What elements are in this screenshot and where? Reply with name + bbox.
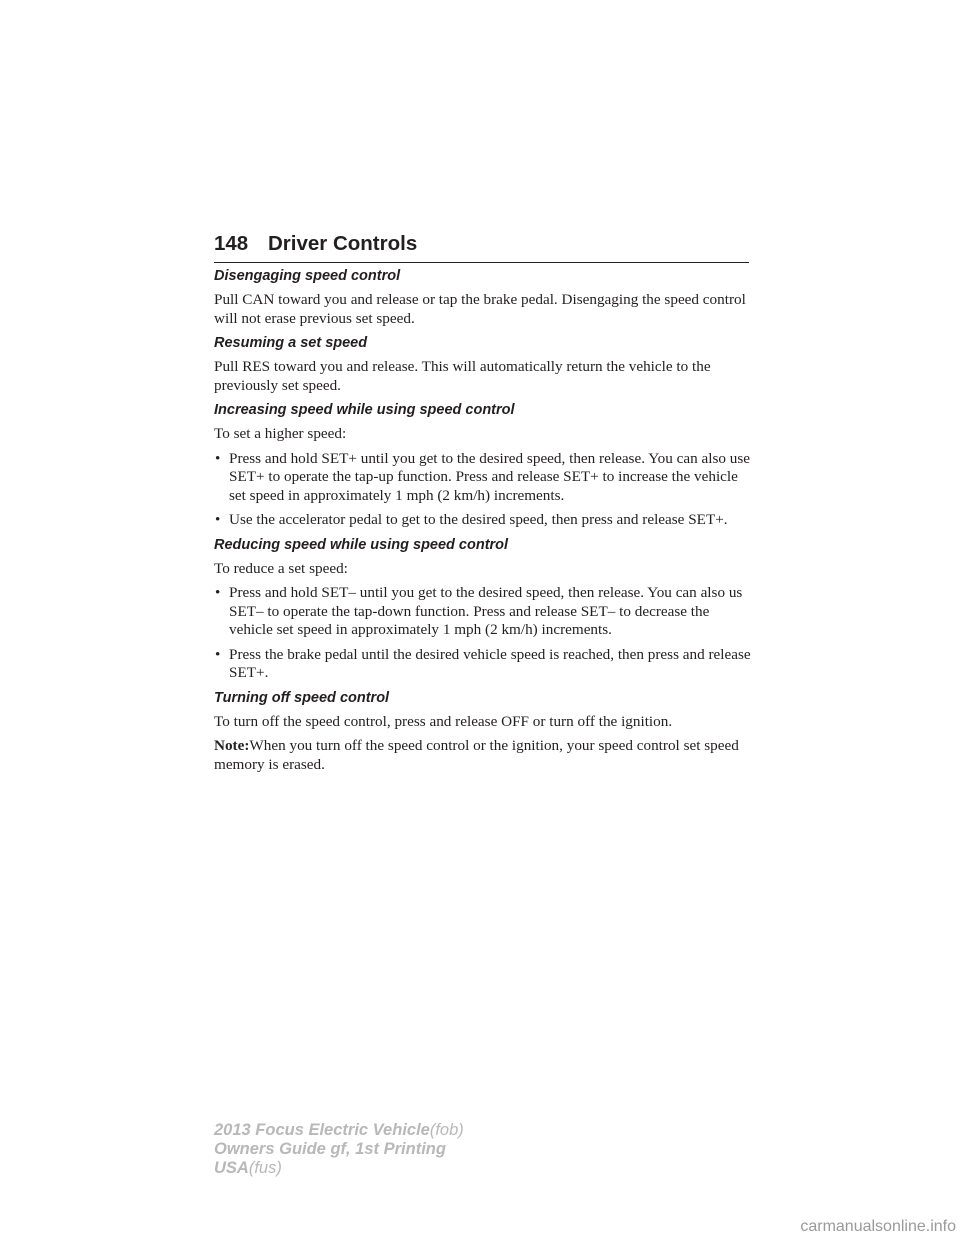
list-item: • Press and hold SET+ until you get to the desired speed, then release. You can also use SET+ to operate the tap-up function. Press and release SET+ to increase the vehicle set speed in approximately 1 mph (2 km/h) increments. (215, 449, 751, 504)
footer-line-1: 2013 Focus Electric Vehicle(fob) (214, 1121, 464, 1139)
note-paragraph (214, 737, 753, 774)
list-item: • Press the brake pedal until the desired vehicle speed is reached, then press and release SET+. (215, 645, 751, 681)
paragraph-resuming: Pull RES toward you and release. This will automatically return the vehicle to the previously set speed. (214, 358, 711, 394)
paragraph-reducing: To reduce a set speed: (214, 559, 348, 577)
bullet-icon: • (215, 449, 221, 467)
bullet-icon: • (215, 645, 221, 663)
bullet-list-increasing (214, 450, 753, 530)
bullet-icon: • (215, 511, 221, 528)
heading-turning-off: Turning off speed control (214, 689, 390, 706)
footer-line-3: USA(fus) (214, 1159, 282, 1177)
watermark: carmanualsonline.info (800, 1218, 956, 1235)
heading-increasing: Increasing speed while using speed control (214, 402, 515, 418)
section-title: Driver Controls (268, 232, 418, 255)
note-text: When you turn off the speed control or the ignition, your speed control set speed memory is erased. (214, 737, 739, 773)
page-header (214, 228, 749, 263)
paragraph-disengaging: Pull CAN toward you and release or tap the brake pedal. Disengaging the speed control will not erase previous set speed. (214, 291, 746, 327)
heading-disengaging: Disengaging speed control (214, 268, 401, 284)
paragraph-turning-off: To turn off the speed control, press and release OFF or turn off the ignition. (214, 712, 673, 730)
list-item: • Use the accelerator pedal to get to the desired speed, then press and release SET+. (215, 511, 728, 528)
paragraph-increasing: To set a higher speed: (214, 425, 347, 442)
page-number: 148 (214, 232, 249, 255)
bullet-list-reducing (214, 584, 753, 683)
page-content (214, 267, 753, 780)
footer-line-2: Owners Guide gf, 1st Printing (214, 1140, 446, 1158)
note-label: Note: (214, 737, 250, 754)
heading-reducing: Reducing speed while using speed control (214, 536, 509, 553)
list-item: • Press and hold SET– until you get to the desired speed, then release. You can also us SET– to operate the tap-down function. Press and release SET– to decrease the vehicle set speed in approximately 1 mph (2 km/h) increments. (215, 584, 743, 638)
print-footer (214, 1121, 464, 1178)
bullet-icon: • (215, 584, 221, 601)
heading-resuming: Resuming a set speed (214, 335, 368, 351)
